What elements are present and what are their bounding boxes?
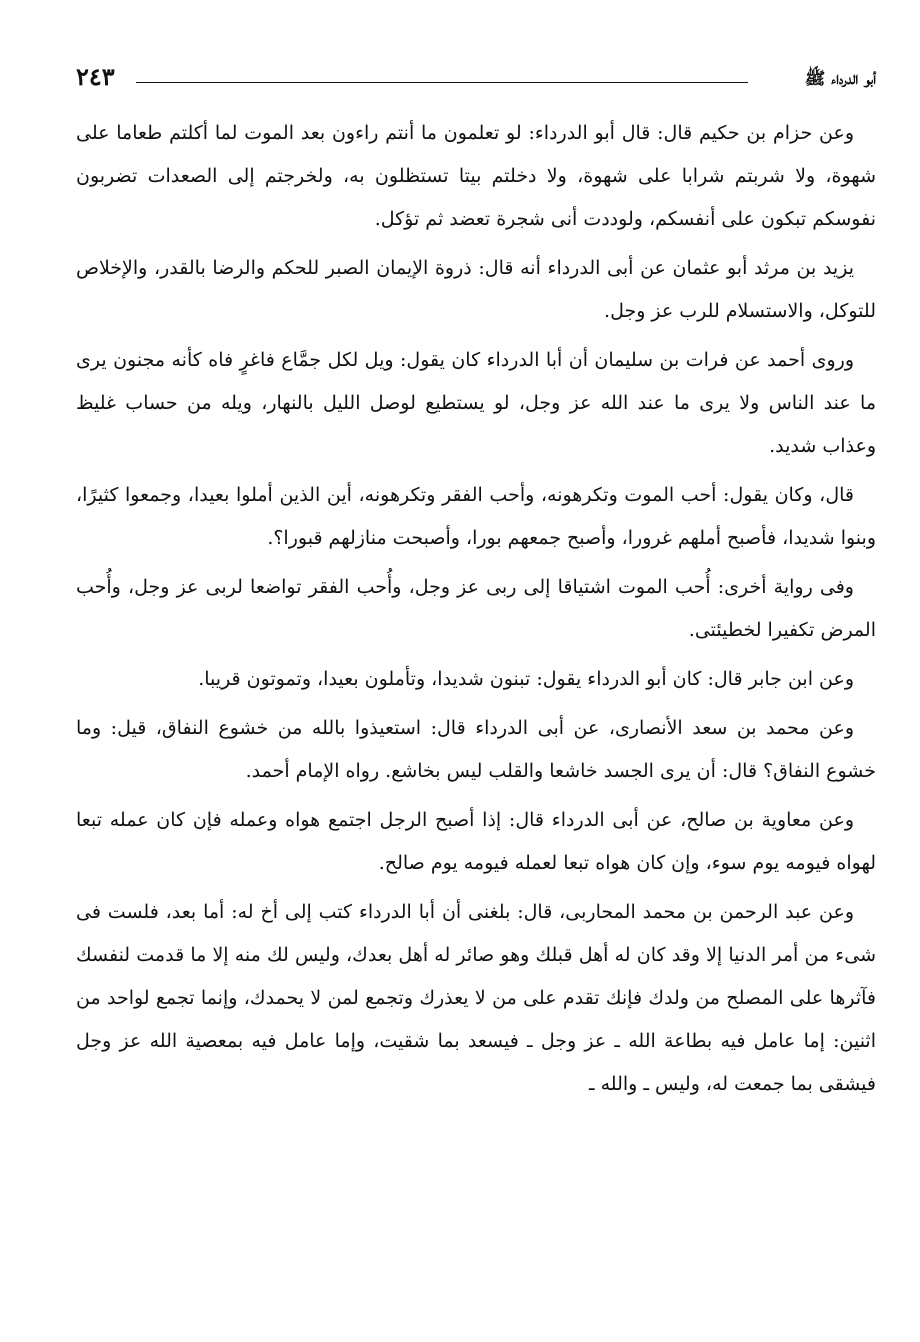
paragraph: وعن معاوية بن صالح، عن أبى الدرداء قال: إذا أصبح الرجل اجتمع هواه وعمله فإن كان عمله تبعا لهواه فيومه يوم سوء، وإن كان هواه تبعا لعمله فيومه يوم صالح. (76, 809, 876, 874)
paragraph: وعن ابن جابر قال: كان أبو الدرداء يقول: تبنون شديدا، وتأملون بعيدا، وتموتون قريبا. (198, 668, 854, 690)
body-text (76, 112, 876, 1112)
paragraph: وعن حزام بن حكيم قال: قال أبو الدرداء: لو تعلمون ما أنتم راءون بعد الموت لما أكلتم طعاما على شهوة، ولا شربتم شرابا على شهوة، ولا دخلتم بيتا تستظلون به، ولخرجتم إلى الصعدات تضربون نفوسكم تبكون على أنفسكم، ولوددت أنى شجرة تعضد ثم تؤكل. (76, 122, 876, 230)
page-header (76, 62, 876, 98)
running-title: أبو الدرداء ﷺ (804, 69, 876, 89)
paragraph: وروى أحمد عن فرات بن سليمان أن أبا الدرداء كان يقول: ويل لكل جمَّاع فاغرٍ فاه كأنه مجنون يرى ما عند الناس ولا يرى ما عند الله عز وجل، لو يستطيع لوصل الليل بالنهار، ويله من حساب غليظ وعذاب شديد. (76, 349, 876, 457)
paragraph: وعن عبد الرحمن بن محمد المحاربى، قال: بلغنى أن أبا الدرداء كتب إلى أخ له: أما بعد، فلست فى شىء من أمر الدنيا إلا وقد كان له أهل قبلك وهو صائر له أهل بعدك، وليس لك منه إلا ما قدمت لنفسك فآثرها على المصلح من ولدك فإنك تقدم على من لا يعذرك وتجمع لمن لا يحمدك، وإنما تجمع لواحد من اثنين: إما عامل فيه بطاعة الله ـ عز وجل ـ فيسعد بما شقيت، وإما عامل فيه بمعصية الله عز وجل فيشقى بما جمعت له، وليس ـ والله ـ (76, 901, 876, 1095)
paragraph: وعن محمد بن سعد الأنصارى، عن أبى الدرداء قال: استعيذوا بالله من خشوع النفاق، قيل: وما خشوع النفاق؟ قال: أن يرى الجسد خاشعا والقلب ليس بخاشع. رواه الإمام أحمد. (76, 717, 876, 782)
paragraph: يزيد بن مرثد أبو عثمان عن أبى الدرداء أنه قال: ذروة الإيمان الصبر للحكم والرضا بالقدر، والإخلاص للتوكل، والاستسلام للرب عز وجل. (76, 257, 876, 322)
header-rule (136, 82, 748, 83)
paragraph: وفى رواية أخرى: أُحب الموت اشتياقا إلى ربى عز وجل، وأُحب الفقر تواضعا لربى عز وجل، وأُحب المرض تكفيرا لخطيئتى. (76, 576, 876, 641)
page-number: ٢٤٣ (76, 62, 115, 91)
paragraph: قال، وكان يقول: أحب الموت وتكرهونه، وأحب الفقر وتكرهونه، أين الذين أملوا بعيدا، وجمعوا كثيرًا، وبنوا شديدا، فأصبح أملهم غرورا، وأصبح جمعهم بورا، وأصبحت منازلهم قبورا؟. (76, 484, 876, 549)
